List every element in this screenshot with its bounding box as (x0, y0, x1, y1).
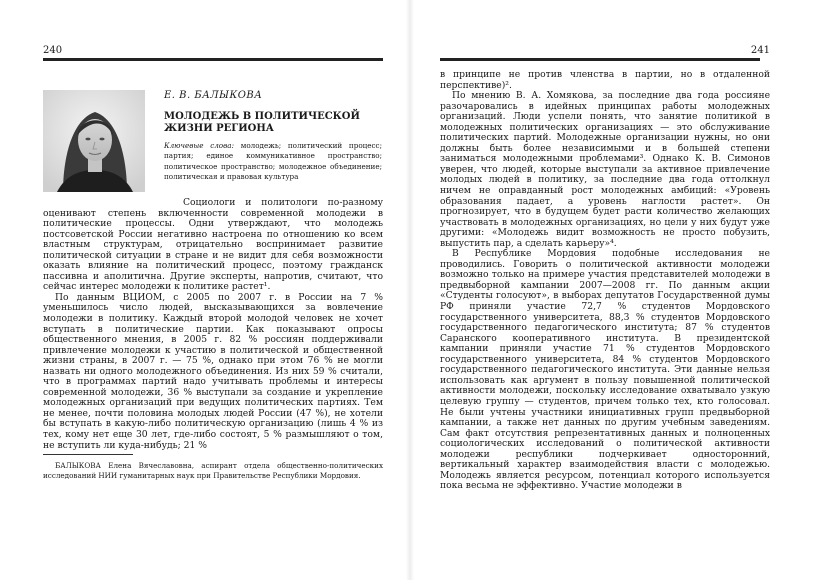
keywords (164, 141, 382, 183)
right-body-text (440, 70, 770, 492)
page-number-left: 240 (43, 45, 63, 56)
keywords-text: молодежь; политический процесс; партия; единое коммуникативное пространство; политическое пространство; молодежное объединение; политическая и правовая культура (164, 141, 382, 182)
footnote: БАЛЫКОВА Елена Вячеславовна, аспирант отдела общественно-политических исследований НИИ гуманитарных наук при Правительстве Республики Мордовия. (43, 461, 383, 480)
header-rule-left (43, 58, 383, 61)
article-title: МОЛОДЕЖЬ В ПОЛИТИЧЕСКОЙ ЖИЗНИ РЕГИОНА (164, 111, 360, 134)
paragraph: в принципе не против членства в партии, но в отдаленной перспективе)². (440, 69, 770, 91)
left-body-text (43, 198, 383, 451)
page-number-right: 241 (750, 45, 770, 56)
author-name: Е. В. БАЛЫКОВА (164, 90, 263, 101)
author-photo (43, 90, 145, 192)
right-page (410, 0, 820, 580)
footnote-rule (43, 454, 133, 455)
author-portrait-image (43, 90, 145, 192)
paragraph: Социологи и политологи по-разному оценивают степень включенности современной молодежи в политические процессы. Одни утверждают, что молодежь постсоветской России негативно настроена по отношению ко всем властным структурам, отрицательно воспринимает развитие политической ситуации в стране и не видит для себя возможности оказать влияние на политический процесс, поэтому гражданск пассивна и аполитична. Другие эксперты, напротив, считают, что сейчас интерес молодежи к политике растет¹. (43, 197, 383, 293)
header-rule-right (440, 58, 760, 61)
paragraph: По мнению В. А. Хомякова, за последние два года россияне разочаровались в идейных принципах работы молодежных организаций. Люди успели понять, что занятие политикой в молодежных политических организациях — это обслуживание политических партий. Молодежные организации нужны, но они должны быть более независимыми и в большей степени заниматься молодежными проблемами³. Однако К. В. Симонов уверен, что людей, которые выступали за активное привлечение молодых людей в политику, за последние два года оттолкнул ничем не оправданный рост молодежных амбиций: «Уровень образования падает, а уровень наглости растет». Он прогнозирует, что в будущем будет расти количество желающих участвовать в молодежных организациях, но цели у них будут уже другими: «Молодежь видит возможность не просто побузить, выпустить пар, а сделать карьеру»⁴. (440, 90, 770, 249)
paragraph: По данным ВЦИОМ, с 2005 по 2007 г. в России на 7 % уменьшилось число людей, высказывающихся за вовлечение молодежи в политику. Каждый второй молодой человек не хочет вступать в политические партии. Как показывают опросы общественного мнения, в 2005 г. 82 % россиян поддерживали привлечение молодежи к участию в политической и общественной жизни страны, в 2007 г. — 75 %, однако при этом 76 % не могли назвать ни одного молодежного объединения. Из них 59 % считали, что в программах партий надо учитывать проблемы и интересы современной молодежи, 36 % выступали за создание и укрепление молодежных организаций при ведущих политических партиях. Тем не менее, почти половина молодых людей России (47 %), не хотели бы вступать в какую-либо политическую организацию (лишь 4 % из тех, кому нет еще 30 лет, где-либо состоят, 5 % размышляют о том, не вступить ли куда-нибудь; 21 % (43, 291, 383, 451)
paragraph: В Республике Мордовия подобные исследования не проводились. Говорить о политической активности молодежи возможно только на примере участия представителей молодежи в предвыборной кампании 2007—2008 гг. По данным акции «Студенты голосуют», в выборах депутатов Государственной думы РФ приняли участие 72,7 % студентов Мордовского государственного университета, 88,3 % студентов Мордовского государственного педагогического института; 87 % студентов Саранского кооперативного института. В президентской кампании приняли участие 71 % студентов Мордовского государственного университета, 84 % студентов Мордовского государственного педагогического института. Эти данные нельзя использовать как аргумент в пользу повышенной политической активности молодежи, поскольку исследование охватывало узкую целевую группу — студентов, причем только тех, кто голосовал. Не были учтены участники инициативных групп предвыборной кампании, а также нет данных по другим учебным заведениям. Сам факт отсутствия репрезентативных данных и полноценных социологических исследований о политической активности молодежи республики подчеркивает односторонний, вертикальный характер взаимодействия власти с молодежью. Молодежь является ресурсом, потенциал которого используется пока весьма не эффективно. Участие молодежи в (440, 248, 770, 492)
keywords-label: Ключевые слова: (164, 141, 235, 150)
